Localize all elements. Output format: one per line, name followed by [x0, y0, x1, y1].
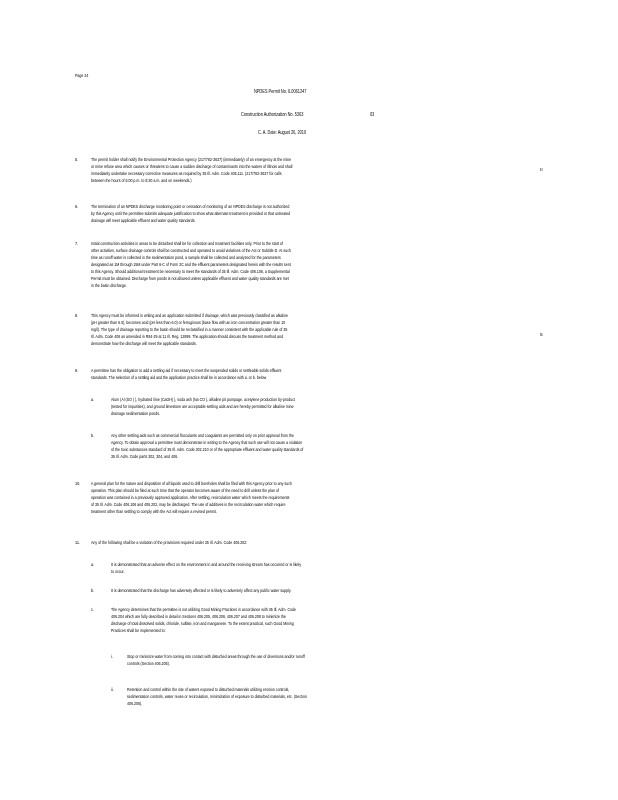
item-9-line: A permittee has the obligation to add a settling aid if necessary to meet the suspended solids or settleable solids effluent: [91, 368, 282, 373]
item-10-line: treatment other than settling to comply with the Act will require a revised permit.: [91, 509, 217, 514]
item-6-line: drainage will meet applicable effluent and water quality standards.: [91, 218, 196, 223]
item-7-line: Permit must be obtained. Discharge from ponds is not allowed unless applicable effluent and water quality standards are met: [91, 276, 289, 281]
item-11b-line: It is demonstrated that the discharge has adversely affected or is likely to adversely affect any public water supply.: [111, 588, 292, 593]
item-7-line: to this Agency. Should additional treatment be necessary to meet the standards of 35 Ill. Adm. Code 406.106, a Supplemental: [91, 269, 290, 274]
item-11c-line: 406.204 which are fully described in detail in Sections 406.205, 406.206, 406.207 and 406.208 to minimize the: [111, 614, 286, 619]
item-9a-line: (tested for impurities), and ground limestone are acceptable settling aids and are hereby permitted for alkaline mine: [111, 404, 294, 409]
item-9a-line: drainage sedimentation ponds.: [111, 411, 161, 416]
subitem-letter: a.: [91, 398, 95, 403]
item-7-line: time as runoff water is collected in the sedimentation pond, a sample shall be collected and analyzed for the parameters: [91, 255, 281, 260]
item-11c-ii-line: sedimentation controls, water reuse or recirculation, minimization of exposure to disturbed materials, etc. (Section: [127, 694, 307, 699]
item-9-line: standards. The selection of a settling aid and the application practice shall be in accordance with a. or b. below: [91, 375, 267, 380]
item-number: 5.: [75, 158, 79, 163]
item-10-line: A general plan for the nature and disposition of all liquids used to drill boreholes shall be filed with this Agency prior to any such: [91, 481, 292, 486]
item-11a-line: It is demonstrated that an adverse effect on the environment in and around the receiving stream has occurred or is likely: [111, 562, 302, 567]
item-11a-line: to occur.: [111, 569, 125, 574]
item-8-line: This Agency must be informed in writing and an application submitted if drainage, which was previously classified as alkaline: [91, 313, 288, 318]
item-5-line: immediately undertake necessary corrective measures as required by 35 Ill. Adm. Code 405.111. (217/782-3637 for calls: [91, 171, 282, 176]
subitem-letter: b.: [91, 434, 95, 439]
page-label: Page 24: [75, 73, 89, 78]
item-5-line: between the hours of 5:00 p.m. to 8:30 a.m. and on weekends.): [91, 178, 192, 183]
construction-authorization: Construction Authorization No. 5363: [241, 112, 304, 118]
item-7-line: Initial construction activities in areas to be disturbed shall be for collection and treatment facilities only. Prior to the start of: [91, 241, 283, 246]
item-5-line: The permit holder shall notify the Environmental Protection Agency (217/782-3637) (immediately) of an emergency at the mine: [91, 157, 292, 162]
item-9b-line: Agency. To obtain approval a permittee must demonstrate in writing to the Agency that such use will not cause a violation: [111, 440, 303, 445]
item-number: 7.: [75, 242, 79, 247]
item-6-line: The termination of an NPDES discharge monitoring point or cessation of monitoring of an NPDES discharge is not authorized: [91, 204, 290, 209]
item-11c-ii-line: 406.206).: [127, 701, 143, 706]
item-number: 11.: [75, 541, 81, 546]
item-9b-line: Any other settling aids such as commercial flocculants and coagulants are permitted only on prior approval from the: [111, 433, 294, 438]
item-number: 6.: [75, 205, 79, 210]
item-11c-ii-line: Retention and control within the site of waters exposed to disturbed materials utilizing erosion controls,: [127, 687, 290, 692]
item-number: 9.: [75, 369, 79, 374]
item-11c-i-line: controls (Section 406.205).: [127, 661, 170, 666]
margin-mark: 5: [540, 333, 543, 338]
item-6-line: by this Agency until the permittee submits adequate justification to show what alternate treatment is provided or that untreated: [91, 211, 291, 216]
item-8-line: mg/l). The type of drainage reporting to the basin should be reclassified in a manner consistent with the applicable rule of 35: [91, 327, 288, 332]
item-7-line: designated as 1M through 15M under Part 6-C of Form 2C and the effluent parameters designated herein with the results sent: [91, 262, 291, 267]
subitem-letter: b.: [91, 589, 95, 594]
ca-date: C. A. Date: August 26, 2010: [258, 130, 307, 136]
item-5-line: or mine refuse area which causes or threatens to cause a sudden discharge of contaminants into the waters of Illinois and shall: [91, 164, 293, 169]
roman-numeral: ii.: [111, 688, 114, 693]
item-11c-line: The Agency determines that the permittee is not utilizing Good Mining Practices in accordance with 35 Ill. Adm. Code: [111, 607, 297, 612]
item-8-line: demonstrate how the discharge will meet the applicable standards.: [91, 341, 197, 346]
item-11c-i-line: Stop or minimize water from coming into contact with disturbed areas through the use of diversions and/or runoff: [127, 654, 305, 659]
item-number: 8.: [75, 314, 79, 319]
item-9b-line: 35 Ill. Adm. Code parts 302, 304, and 406.: [111, 454, 179, 459]
item-7-line: other activities, surface drainage controls shall be constructed and operated to avoid violations of the Act or Subtitle D. At such: [91, 248, 291, 253]
item-10-line: of 35 Ill. Adm. Code 406.106 and 406.202, may be discharged. The use of additives in the recirculation water which require: [91, 502, 286, 507]
subitem-letter: a.: [91, 563, 95, 568]
permit-number: NPDES Permit No. IL0061247: [254, 89, 307, 95]
item-10-line: operation. This plan should be filed at such time that the operator becomes aware of the need to drill unless the plan of: [91, 488, 279, 493]
construction-authorization-tail: 03: [370, 112, 375, 118]
item-11-line: Any of the following shall be a violation of the provisions required under 35 Ill. Adm. Code 406.202:: [91, 540, 248, 545]
roman-numeral: i.: [111, 655, 113, 660]
margin-mark: II: [540, 168, 543, 173]
item-10-line: operation was contained in a previously approved application. After settling, recirculation water which meets the requirements: [91, 495, 290, 500]
item-number: 10.: [75, 482, 81, 487]
item-7-line: in the basin discharge.: [91, 283, 127, 288]
item-9b-line: of the toxic substances standard of 35 Ill. Adm. Code 302.210 or of the appropriate effluent and water quality standards of: [111, 447, 304, 452]
item-9a-line: Alum (Al (SO ) ), hydrated lime (CaOH) ), soda ash (Na CO ), alkaline pit pumpage, acetylene production by-product: [111, 397, 296, 402]
item-8-line: Ill. Adm. Code 406 as amended in R84-29 at 11 Ill. Reg. 12899. The application should discuss the treatment method and: [91, 334, 284, 339]
item-11c-line: discharge of total dissolved solids, chloride, sulfate, iron and manganese. To the extent practical, such Good Mining: [111, 621, 294, 626]
item-8-line: (pH greater than 6.0), becomes acid (pH less than 6.0) or ferruginous (base flow with an iron concentration greater than 10: [91, 320, 286, 325]
subitem-letter: c.: [91, 608, 94, 613]
item-11c-line: Practices shall be implemented to:: [111, 628, 166, 633]
